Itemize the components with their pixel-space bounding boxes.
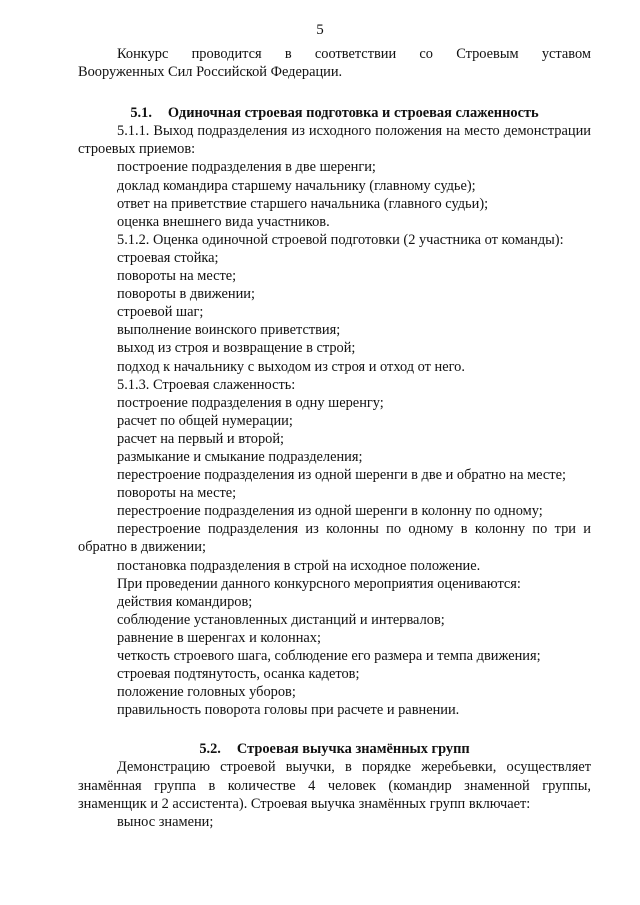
intro-line-2: Вооруженных Сил Российской Федерации.: [78, 64, 343, 81]
list-item: размыкание и смыкание подразделения;: [117, 448, 363, 465]
section-5-2-number: 5.2.: [199, 741, 221, 758]
list-item: выход из строя и возвращение в строй;: [117, 340, 356, 357]
list-item: перестроение подразделения из одной шеренги в колонну по одному;: [117, 503, 543, 520]
list-item: доклад командира старшему начальнику (главному судье);: [117, 177, 476, 194]
section-5-1-number: 5.1.: [130, 105, 152, 122]
list-item: повороты в движении;: [117, 286, 255, 303]
list-item: строевая стойка;: [117, 249, 219, 266]
section-5-2-title: Строевая выучка знамённых групп: [236, 741, 470, 758]
document-body: [78, 45, 591, 831]
paragraph-5-1-2: 5.1.2. Оценка одиночной строевой подготовки (2 участника от команды):: [117, 231, 564, 248]
paragraph-5-1-3: 5.1.3. Строевая слаженность:: [117, 376, 296, 393]
paragraph-5-2: Демонстрацию строевой выучки, в порядке жеребьевки, осуществляет знамённая группа в количестве 4 человек (командир знаменной группы, знаменщик и 2 ассистента). Строевая выучка знамённых групп включает:: [78, 759, 591, 812]
section-5-2-heading: [78, 740, 591, 758]
list-item: построение подразделения в две шеренги;: [117, 159, 376, 176]
intro-line-1: Конкурс проводится в соответствии со Строевым уставом: [117, 46, 591, 62]
section-5-1-heading: [78, 104, 591, 122]
list-item: действия командиров;: [117, 593, 253, 610]
list-item: строевой шаг;: [117, 304, 204, 321]
paragraph-5-1-1: 5.1.1. Выход подразделения из исходного положения на место демонстрации строевых приемов:: [78, 123, 591, 158]
list-item: повороты на месте;: [117, 485, 237, 502]
list-item: перестроение подразделения из колонны по одному в колонну по три и обратно в движении;: [78, 521, 591, 556]
list-item: расчет по общей нумерации;: [117, 412, 293, 429]
list-item: повороты на месте;: [117, 268, 237, 285]
list-item: подход к начальнику с выходом из строя и отход от него.: [117, 358, 465, 375]
list-item: ответ на приветствие старшего начальника (главного судьи);: [117, 195, 489, 212]
list-item: положение головных уборов;: [117, 684, 296, 701]
list-item: правильность поворота головы при расчете и равнении.: [117, 702, 460, 719]
list-item: оценка внешнего вида участников.: [117, 213, 330, 230]
list-item: четкость строевого шага, соблюдение его размера и темпа движения;: [117, 648, 541, 664]
list-item: расчет на первый и второй;: [117, 430, 285, 447]
list-item: соблюдение установленных дистанций и интервалов;: [117, 611, 445, 628]
page-number: 5: [316, 22, 324, 38]
list-item: перестроение подразделения из одной шеренги в две и обратно на месте;: [117, 467, 566, 484]
evaluation-intro: При проведении данного конкурсного мероприятия оцениваются:: [117, 575, 521, 592]
list-item: постановка подразделения в строй на исходное положение.: [117, 557, 481, 574]
list-item: построение подразделения в одну шеренгу;: [117, 394, 384, 411]
section-5-1-title: Одиночная строевая подготовка и строевая слаженность: [167, 105, 539, 122]
list-item: равнение в шеренгах и колоннах;: [117, 629, 322, 646]
list-item: выполнение воинского приветствия;: [117, 322, 341, 339]
list-item: строевая подтянутость, осанка кадетов;: [117, 666, 360, 683]
list-item: вынос знамени;: [117, 813, 214, 830]
